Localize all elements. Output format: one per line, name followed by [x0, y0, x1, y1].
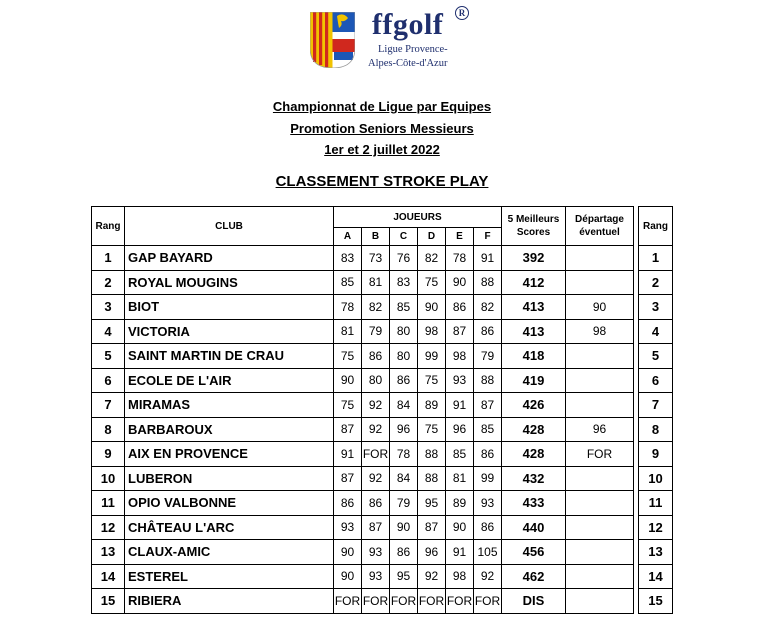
player-score-cell: 92 [362, 393, 390, 418]
club-name-cell: AIX EN PROVENCE [125, 442, 334, 467]
rank-cell: 9 [92, 442, 125, 467]
player-score-cell: 93 [362, 540, 390, 565]
table-row [92, 246, 673, 271]
player-score-cell: 79 [390, 491, 418, 516]
best5-total-cell: 413 [502, 319, 566, 344]
player-score-cell: 86 [474, 319, 502, 344]
player-score-cell: 90 [418, 295, 446, 320]
player-score-cell: 96 [446, 417, 474, 442]
ffgolf-logo [310, 6, 510, 72]
championship-title: Championnat de Ligue par Equipes [272, 99, 492, 114]
player-score-cell: FOR [362, 589, 390, 614]
player-score-cell: 86 [474, 442, 502, 467]
tiebreak-cell [566, 344, 634, 369]
club-name-cell: GAP BAYARD [125, 246, 334, 271]
table-row [92, 564, 673, 589]
rank-cell: 13 [92, 540, 125, 565]
player-score-cell: 99 [474, 466, 502, 491]
rank-right-cell: 11 [639, 491, 673, 516]
player-score-cell: 75 [334, 393, 362, 418]
player-score-cell: 80 [390, 319, 418, 344]
player-score-cell: 79 [362, 319, 390, 344]
player-score-cell: 93 [446, 368, 474, 393]
registered-icon: R [455, 6, 469, 20]
player-score-cell: 85 [334, 270, 362, 295]
player-score-cell: 75 [418, 368, 446, 393]
player-score-cell: 93 [474, 491, 502, 516]
rank-right-cell: 4 [639, 319, 673, 344]
player-score-cell: 87 [362, 515, 390, 540]
rank-cell: 15 [92, 589, 125, 614]
player-score-cell: 82 [474, 295, 502, 320]
rank-cell: 5 [92, 344, 125, 369]
rank-right-cell: 13 [639, 540, 673, 565]
table-row [92, 295, 673, 320]
player-score-cell: 98 [418, 319, 446, 344]
tiebreak-cell: 96 [566, 417, 634, 442]
rank-right-cell: 12 [639, 515, 673, 540]
player-score-cell: 96 [390, 417, 418, 442]
player-score-cell: 86 [390, 368, 418, 393]
table-row [92, 368, 673, 393]
rank-header-right: Rang [639, 207, 673, 246]
player-score-cell: 78 [390, 442, 418, 467]
player-score-cell: 86 [446, 295, 474, 320]
rank-right-cell: 14 [639, 564, 673, 589]
best5-total-cell: 433 [502, 491, 566, 516]
club-name-cell: VICTORIA [125, 319, 334, 344]
tiebreak-cell [566, 393, 634, 418]
player-score-cell: 90 [334, 540, 362, 565]
rank-cell: 14 [92, 564, 125, 589]
rank-cell: 1 [92, 246, 125, 271]
club-name-cell: RIBIERA [125, 589, 334, 614]
player-score-cell: 86 [362, 344, 390, 369]
player-score-cell: FOR [334, 589, 362, 614]
player-score-cell: 83 [390, 270, 418, 295]
rank-cell: 3 [92, 295, 125, 320]
player-score-cell: 91 [446, 393, 474, 418]
tiebreak-cell [566, 368, 634, 393]
player-score-cell: 83 [334, 246, 362, 271]
tiebreak-cell [566, 466, 634, 491]
table-row [92, 344, 673, 369]
tiebreak-cell [566, 491, 634, 516]
player-score-cell: 88 [418, 442, 446, 467]
player-score-cell: 99 [418, 344, 446, 369]
best5-total-cell: 462 [502, 564, 566, 589]
table-row [92, 589, 673, 614]
player-score-cell: 91 [446, 540, 474, 565]
rank-right-cell: 15 [639, 589, 673, 614]
table-row [92, 491, 673, 516]
player-score-cell: 73 [362, 246, 390, 271]
player-score-cell: 88 [418, 466, 446, 491]
player-score-cell: 84 [390, 393, 418, 418]
player-score-cell: 86 [334, 491, 362, 516]
best5-total-cell: 456 [502, 540, 566, 565]
player-score-cell: 90 [390, 515, 418, 540]
club-name-cell: SAINT MARTIN DE CRAU [125, 344, 334, 369]
best5-total-cell: 440 [502, 515, 566, 540]
players-header: JOUEURS [334, 207, 502, 228]
player-score-cell: 91 [334, 442, 362, 467]
player-score-cell: 78 [334, 295, 362, 320]
player-score-cell: 75 [418, 270, 446, 295]
provence-coat-of-arms-icon [310, 12, 355, 68]
player-score-cell: 75 [418, 417, 446, 442]
table-row [92, 270, 673, 295]
rank-cell: 7 [92, 393, 125, 418]
player-b-header: B [362, 228, 390, 246]
player-score-cell: 87 [418, 515, 446, 540]
tiebreak-header: Départage éventuel [566, 207, 634, 246]
player-score-cell: FOR [474, 589, 502, 614]
player-score-cell: 98 [446, 564, 474, 589]
player-score-cell: 87 [334, 466, 362, 491]
league-line-1: Ligue Provence- [378, 44, 448, 55]
rank-cell: 8 [92, 417, 125, 442]
category-title: Promotion Seniors Messieurs [290, 121, 474, 136]
player-score-cell: 84 [390, 466, 418, 491]
club-name-cell: CLAUX-AMIC [125, 540, 334, 565]
tiebreak-cell [566, 564, 634, 589]
player-score-cell: 82 [362, 295, 390, 320]
player-score-cell: 92 [418, 564, 446, 589]
rank-cell: 2 [92, 270, 125, 295]
ranking-table [91, 206, 673, 614]
tiebreak-cell [566, 589, 634, 614]
player-score-cell: 81 [334, 319, 362, 344]
player-score-cell: 80 [362, 368, 390, 393]
rank-cell: 12 [92, 515, 125, 540]
best5-total-cell: 428 [502, 442, 566, 467]
league-line-2: Alpes-Côte-d'Azur [368, 58, 448, 69]
player-score-cell: 92 [362, 417, 390, 442]
player-a-header: A [334, 228, 362, 246]
club-name-cell: OPIO VALBONNE [125, 491, 334, 516]
player-score-cell: 86 [474, 515, 502, 540]
tiebreak-cell: 90 [566, 295, 634, 320]
player-score-cell: 90 [446, 270, 474, 295]
club-name-cell: ECOLE DE L'AIR [125, 368, 334, 393]
club-name-cell: CHÂTEAU L'ARC [125, 515, 334, 540]
player-score-cell: 86 [390, 540, 418, 565]
best5-total-cell: 432 [502, 466, 566, 491]
player-score-cell: 87 [474, 393, 502, 418]
player-score-cell: 98 [446, 344, 474, 369]
best5-header: 5 Meilleurs Scores [502, 207, 566, 246]
rank-cell: 10 [92, 466, 125, 491]
player-score-cell: 90 [334, 564, 362, 589]
player-score-cell: 78 [446, 246, 474, 271]
best5-total-cell: 413 [502, 295, 566, 320]
table-row [92, 515, 673, 540]
player-score-cell: 80 [390, 344, 418, 369]
player-score-cell: 89 [446, 491, 474, 516]
rank-right-cell: 1 [639, 246, 673, 271]
table-row [92, 540, 673, 565]
rank-header: Rang [92, 207, 125, 246]
rank-right-cell: 7 [639, 393, 673, 418]
player-score-cell: 92 [474, 564, 502, 589]
rank-right-cell: 3 [639, 295, 673, 320]
player-score-cell: 93 [334, 515, 362, 540]
player-score-cell: 89 [418, 393, 446, 418]
player-score-cell: 90 [334, 368, 362, 393]
tiebreak-cell: 98 [566, 319, 634, 344]
rank-right-cell: 6 [639, 368, 673, 393]
player-score-cell: 87 [334, 417, 362, 442]
table-row [92, 393, 673, 418]
player-score-cell: 96 [418, 540, 446, 565]
best5-total-cell: 392 [502, 246, 566, 271]
rank-right-cell: 5 [639, 344, 673, 369]
club-name-cell: ROYAL MOUGINS [125, 270, 334, 295]
player-score-cell: 81 [362, 270, 390, 295]
player-score-cell: 90 [446, 515, 474, 540]
player-score-cell: 85 [474, 417, 502, 442]
best5-total-cell: 412 [502, 270, 566, 295]
player-score-cell: 82 [418, 246, 446, 271]
club-name-cell: ESTEREL [125, 564, 334, 589]
player-score-cell: 86 [362, 491, 390, 516]
club-header: CLUB [125, 207, 334, 246]
player-score-cell: 93 [362, 564, 390, 589]
rank-right-cell: 9 [639, 442, 673, 467]
player-score-cell: 79 [474, 344, 502, 369]
player-d-header: D [418, 228, 446, 246]
club-name-cell: MIRAMAS [125, 393, 334, 418]
club-name-cell: BIOT [125, 295, 334, 320]
player-score-cell: 105 [474, 540, 502, 565]
best5-total-cell: 419 [502, 368, 566, 393]
table-row [92, 466, 673, 491]
player-score-cell: 92 [362, 466, 390, 491]
rank-cell: 4 [92, 319, 125, 344]
table-row [92, 442, 673, 467]
best5-total-cell: 418 [502, 344, 566, 369]
brand-name: ffgolf [372, 8, 444, 41]
player-e-header: E [446, 228, 474, 246]
player-score-cell: 95 [418, 491, 446, 516]
date-title: 1er et 2 juillet 2022 [324, 142, 440, 157]
player-c-header: C [390, 228, 418, 246]
player-score-cell: FOR [362, 442, 390, 467]
player-score-cell: 91 [474, 246, 502, 271]
player-score-cell: 87 [446, 319, 474, 344]
player-score-cell: 81 [446, 466, 474, 491]
player-score-cell: 76 [390, 246, 418, 271]
player-score-cell: 75 [334, 344, 362, 369]
player-score-cell: 85 [390, 295, 418, 320]
best5-total-cell: DIS [502, 589, 566, 614]
club-name-cell: BARBAROUX [125, 417, 334, 442]
table-row [92, 417, 673, 442]
header-row [92, 207, 673, 228]
table-row [92, 319, 673, 344]
player-score-cell: FOR [390, 589, 418, 614]
rank-cell: 6 [92, 368, 125, 393]
rank-cell: 11 [92, 491, 125, 516]
player-score-cell: 88 [474, 270, 502, 295]
player-score-cell: FOR [418, 589, 446, 614]
tiebreak-cell [566, 515, 634, 540]
rank-right-cell: 10 [639, 466, 673, 491]
tiebreak-cell [566, 270, 634, 295]
page-title: CLASSEMENT STROKE PLAY [275, 173, 489, 190]
rank-right-cell: 2 [639, 270, 673, 295]
club-name-cell: LUBERON [125, 466, 334, 491]
tiebreak-cell: FOR [566, 442, 634, 467]
player-score-cell: FOR [446, 589, 474, 614]
player-score-cell: 88 [474, 368, 502, 393]
player-f-header: F [474, 228, 502, 246]
tiebreak-cell [566, 540, 634, 565]
tiebreak-cell [566, 246, 634, 271]
best5-total-cell: 428 [502, 417, 566, 442]
player-score-cell: 85 [446, 442, 474, 467]
rank-right-cell: 8 [639, 417, 673, 442]
best5-total-cell: 426 [502, 393, 566, 418]
player-score-cell: 95 [390, 564, 418, 589]
